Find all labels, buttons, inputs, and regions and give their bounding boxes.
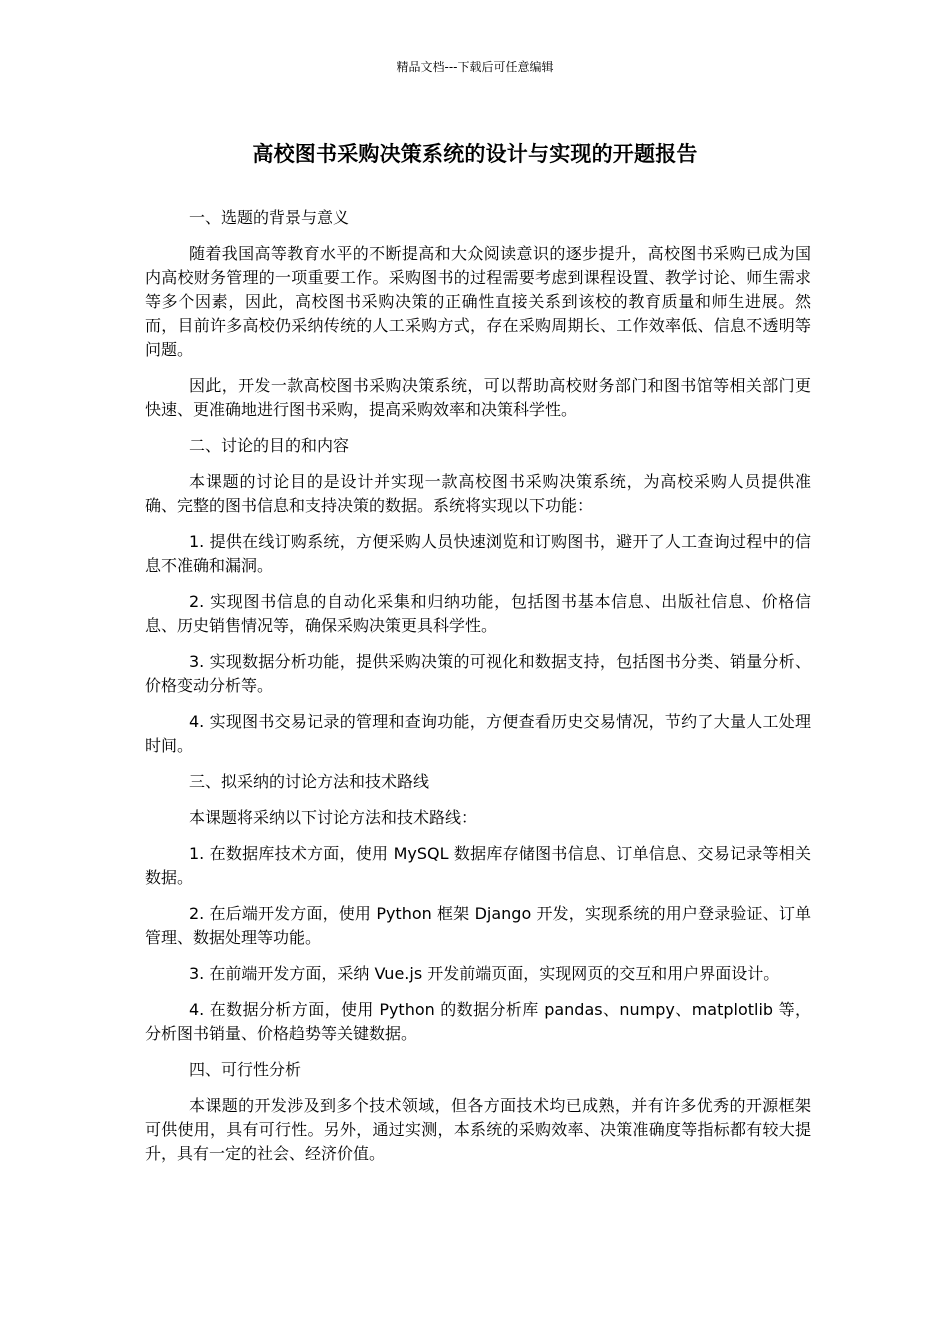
paragraph-methods-intro: 本课题将采纳以下讨论方法和技术路线： bbox=[189, 808, 478, 827]
list-item-function-4: 4. 实现图书交易记录的管理和查询功能，方便查看历史交易情况，节约了大量人工处理时间。 bbox=[145, 712, 811, 755]
section-heading-feasibility: 四、可行性分析 bbox=[189, 1060, 302, 1079]
paragraph-feasibility: 本课题的开发涉及到多个技术领域，但各方面技术均已成熟，并有许多优秀的开源框架可供使用，具有可行性。另外，通过实测，本系统的采购效率、决策准确度等指标都有较大提升，具有一定的社会、经济价值。 bbox=[145, 1096, 811, 1163]
list-item-function-1: 1. 提供在线订购系统，方便采购人员快速浏览和订购图书，避开了人工查询过程中的信息不准确和漏洞。 bbox=[145, 532, 811, 575]
section-heading-goals: 二、讨论的目的和内容 bbox=[189, 436, 350, 455]
paragraph-goals-intro: 本课题的讨论目的是设计并实现一款高校图书采购决策系统，为高校采购人员提供准确、完整的图书信息和支持决策的数据。系统将实现以下功能： bbox=[145, 472, 811, 515]
document-body bbox=[145, 206, 811, 1178]
list-item-function-3: 3. 实现数据分析功能，提供采购决策的可视化和数据支持，包括图书分类、销量分析、价格变动分析等。 bbox=[145, 652, 811, 695]
list-item-method-1: 1. 在数据库技术方面，使用 MySQL 数据库存储图书信息、订单信息、交易记录等相关数据。 bbox=[145, 844, 811, 887]
section-heading-background: 一、选题的背景与意义 bbox=[189, 208, 350, 227]
list-item-method-2: 2. 在后端开发方面，使用 Python 框架 Django 开发，实现系统的用户登录验证、订单管理、数据处理等功能。 bbox=[145, 904, 811, 947]
list-item-method-4: 4. 在数据分析方面，使用 Python 的数据分析库 pandas、numpy、matplotlib 等，分析图书销量、价格趋势等关键数据。 bbox=[145, 1000, 811, 1043]
header-note: 精品文档---下载后可任意编辑 bbox=[396, 60, 554, 74]
document-title: 高校图书采购决策系统的设计与实现的开题报告 bbox=[252, 142, 698, 166]
paragraph-background: 随着我国高等教育水平的不断提高和大众阅读意识的逐步提升，高校图书采购已成为国内高校财务管理的一项重要工作。采购图书的过程需要考虑到课程设置、教学讨论、师生需求等多个因素，因此，高校图书采购决策的正确性直接关系到该校的教育质量和师生进展。然而，目前许多高校仍采纳传统的人工采购方式，存在采购周期长、工作效率低、信息不透明等问题。 bbox=[145, 244, 811, 359]
list-item-function-2: 2. 实现图书信息的自动化采集和归纳功能，包括图书基本信息、出版社信息、价格信息、历史销售情况等，确保采购决策更具科学性。 bbox=[145, 592, 811, 635]
paragraph-purpose: 因此，开发一款高校图书采购决策系统，可以帮助高校财务部门和图书馆等相关部门更快速、更准确地进行图书采购，提高采购效率和决策科学性。 bbox=[145, 376, 811, 419]
section-heading-methods: 三、拟采纳的讨论方法和技术路线 bbox=[189, 772, 430, 791]
list-item-method-3: 3. 在前端开发方面，采纳 Vue.js 开发前端页面，实现网页的交互和用户界面设计。 bbox=[189, 964, 780, 983]
